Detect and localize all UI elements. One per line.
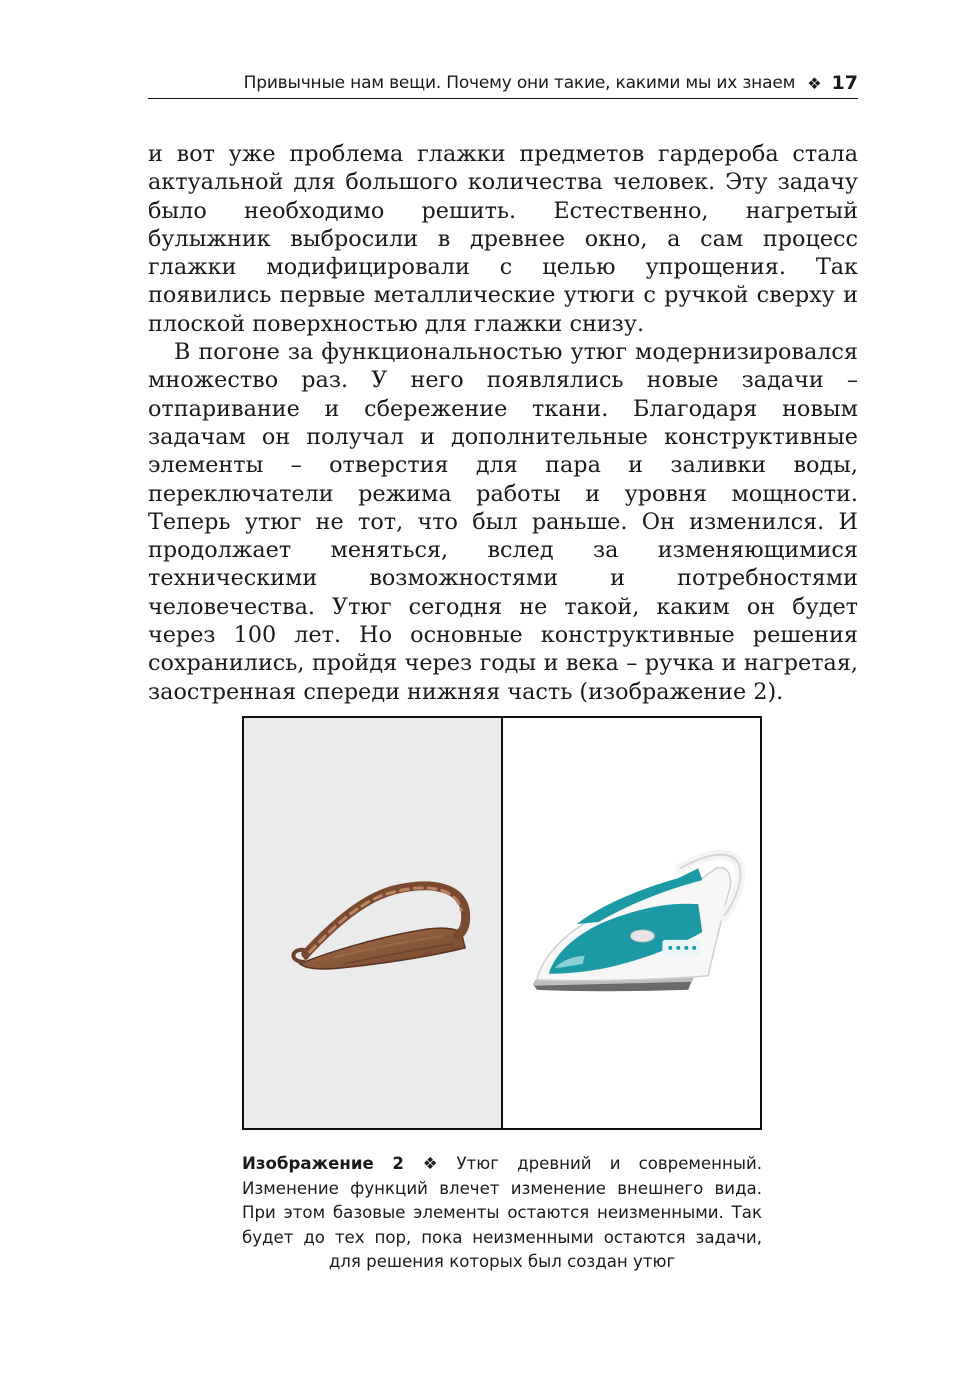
page-number: 17 — [831, 72, 858, 94]
modern-steam-iron-image — [503, 718, 760, 1128]
header-title: Привычные нам вещи. Почему они такие, какими мы их знаем — [243, 73, 796, 93]
figure-frame — [242, 716, 762, 1130]
running-header — [148, 68, 858, 99]
caption-text: Утюг древний и современный. Изменение функций влечет изменение внешнего вида. При этом базовые элементы остаются неизменными. Так будет до тех пор, пока неизменными остаются задачи, для решения которых был создан утюг — [242, 1154, 763, 1271]
paragraph-2: В погоне за функциональностью утюг модернизировался множество раз. У него появлялись новые задачи – отпаривание и сбережение ткани. Благодаря новым задачам он получал и дополнительные конструктивные элементы – отверстия для пара и заливки воды, переключатели режима работы и уровня мощности. Теперь утюг не тот, что был раньше. Он изменился. И продолжает меняться, вслед за изменяющимися техническими возможностями и потребностями человечества. Утюг сегодня не такой, каким он будет через 100 лет. Но основные конструктивные решения сохранились, пройдя через годы и века – ручка и нагретая, заостренная спереди нижняя часть (изображение 2). — [148, 339, 858, 705]
modern-iron-panel — [503, 718, 760, 1128]
ancient-iron-image — [244, 718, 501, 1128]
body-text — [148, 140, 858, 706]
caption-separator-icon: ❖ — [409, 1154, 451, 1173]
ancient-iron-panel — [244, 718, 503, 1128]
header-separator-icon: ❖ — [807, 73, 822, 93]
figure-caption — [242, 1152, 762, 1275]
paragraph-1: и вот уже проблема глажки предметов гардероба стала актуальной для большого количества человек. Эту задачу было необходимо решить. Естественно, нагретый булыжник выбросили в древнее окно, а сам процесс глажки модифицировали с целью упрощения. Так появились первые металлические утюги с ручкой сверху и плоской поверхностью для глажки снизу. — [148, 141, 858, 337]
caption-label: Изображение 2 — [242, 1154, 404, 1173]
